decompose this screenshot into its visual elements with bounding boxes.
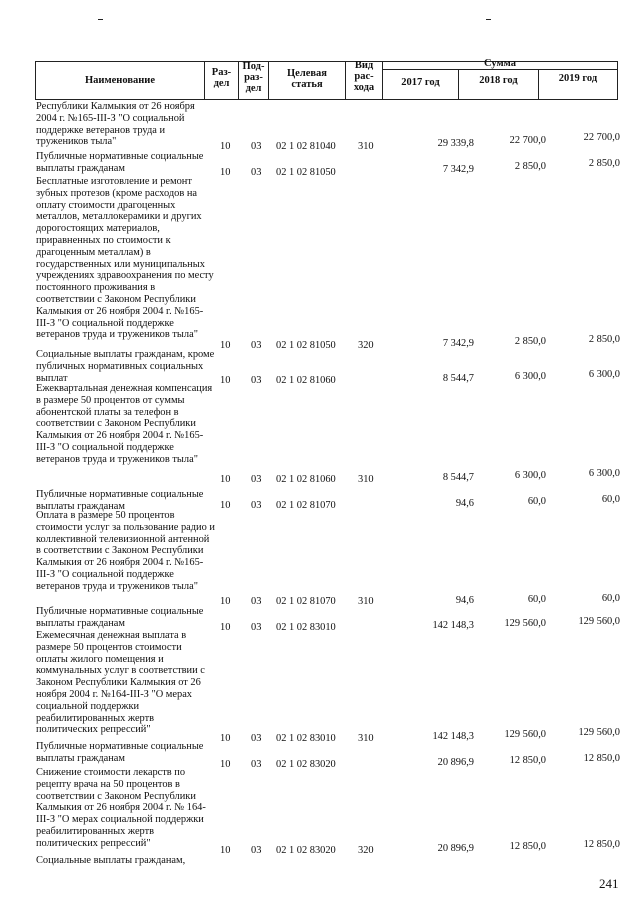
cell-amount-2019: 129 560,0 xyxy=(578,616,620,627)
cell-amount-2019: 22 700,0 xyxy=(583,132,620,143)
header-year-2018: 2018 год xyxy=(479,75,518,86)
cell-razdel: 10 xyxy=(220,340,231,351)
cell-name: Публичные нормативные социальные выплаты гражданам xyxy=(36,489,204,512)
cell-amount-2017: 8 544,7 xyxy=(442,472,474,483)
cell-target-article: 02 1 02 83020 xyxy=(276,759,336,770)
cell-target-article: 02 1 02 81060 xyxy=(276,474,336,485)
cell-podrazdel: 03 xyxy=(251,500,262,511)
cell-razdel: 10 xyxy=(220,596,231,607)
cell-podrazdel: 03 xyxy=(251,759,262,770)
table-header xyxy=(0,0,640,100)
cell-razdel: 10 xyxy=(220,845,231,856)
cell-amount-2017: 94,6 xyxy=(455,595,474,606)
cell-podrazdel: 03 xyxy=(251,733,262,744)
cell-amount-2019: 12 850,0 xyxy=(583,839,620,850)
cell-amount-2017: 29 339,8 xyxy=(437,138,474,149)
cell-amount-2018: 6 300,0 xyxy=(514,470,546,481)
cell-amount-2018: 129 560,0 xyxy=(504,729,546,740)
cell-amount-2019: 2 850,0 xyxy=(588,334,620,345)
cell-podrazdel: 03 xyxy=(251,375,262,386)
cell-amount-2017: 20 896,9 xyxy=(437,757,474,768)
cell-amount-2019: 12 850,0 xyxy=(583,753,620,764)
cell-amount-2018: 129 560,0 xyxy=(504,618,546,629)
cell-expense-type: 310 xyxy=(358,141,374,152)
cell-target-article: 02 1 02 81060 xyxy=(276,375,336,386)
header-name: Наименование xyxy=(85,75,155,86)
cell-razdel: 10 xyxy=(220,759,231,770)
cell-podrazdel: 03 xyxy=(251,167,262,178)
cell-amount-2019: 6 300,0 xyxy=(588,468,620,479)
cell-name: Публичные нормативные социальные выплаты гражданам xyxy=(36,606,204,629)
cell-expense-type: 310 xyxy=(358,596,374,607)
cell-name: Публичные нормативные социальные выплаты гражданам xyxy=(36,151,204,174)
page-number: 241 xyxy=(599,876,619,891)
cell-name: Ежемесячная денежная выплата в размере 50 процентов стоимости оплаты жилого помещения и коммунальных услуг в соответствии с Законом Республики Калмыкия от 26 ноября 2004 г. №164-III-З "О мерах социальной поддержки реабилитированных жертв политических репрессий" xyxy=(36,630,205,736)
cell-razdel: 10 xyxy=(220,474,231,485)
cell-podrazdel: 03 xyxy=(251,622,262,633)
cell-razdel: 10 xyxy=(220,500,231,511)
cell-podrazdel: 03 xyxy=(251,596,262,607)
cell-amount-2018: 22 700,0 xyxy=(509,135,546,146)
cell-amount-2018: 12 850,0 xyxy=(509,755,546,766)
cell-amount-2018: 12 850,0 xyxy=(509,841,546,852)
cell-amount-2017: 20 896,9 xyxy=(437,843,474,854)
cell-amount-2019: 2 850,0 xyxy=(588,158,620,169)
header-vid-line1: Вид xyxy=(354,60,374,71)
cell-razdel: 10 xyxy=(220,622,231,633)
cell-name: Ежеквартальная денежная компенсация в размере 50 процентов от суммы абонентской платы за телефон в соответствии с Законом Республики Калмыкия от 26 ноября 2004 г. №165-III-З "О социальной поддержке ветеранов труда и тружеников тыла" xyxy=(36,383,213,465)
cell-podrazdel: 03 xyxy=(251,845,262,856)
cell-target-article: 02 1 02 83010 xyxy=(276,733,336,744)
header-razdel-line2: дел xyxy=(213,78,230,89)
cell-target-article: 02 1 02 83020 xyxy=(276,845,336,856)
cell-target-article: 02 1 02 81050 xyxy=(276,167,336,178)
cell-name: Публичные нормативные социальные выплаты гражданам xyxy=(36,741,204,764)
cell-amount-2018: 60,0 xyxy=(527,496,546,507)
cell-target-article: 02 1 02 81050 xyxy=(276,340,336,351)
cell-amount-2018: 60,0 xyxy=(527,594,546,605)
cell-target-article: 02 1 02 81070 xyxy=(276,500,336,511)
header-tselevaya-line2: статья xyxy=(291,79,323,90)
header-podrazdel-line1: Под- xyxy=(242,61,265,72)
header-podrazdel-line2: раз- xyxy=(244,72,263,83)
cell-name: Республики Калмыкия от 26 ноября 2004 г. №165-III-З "О социальной поддержке ветеранов труда и тружеников тыла" xyxy=(36,101,195,148)
cell-razdel: 10 xyxy=(220,375,231,386)
cell-amount-2019: 6 300,0 xyxy=(588,369,620,380)
cell-name: Снижение стоимости лекарств по рецепту врача на 50 процентов в соответствии с Законом Республики Калмыкия от 26 ноября 2004 г. № 164-III-З "О мерах социальной поддержки реабилитированных жертв политических репрессий" xyxy=(36,767,206,849)
cell-target-article: 02 1 02 81070 xyxy=(276,596,336,607)
header-year-2017: 2017 год xyxy=(401,77,440,88)
cell-podrazdel: 03 xyxy=(251,141,262,152)
header-razdel-line1: Раз- xyxy=(211,67,232,78)
cell-razdel: 10 xyxy=(220,167,231,178)
cell-expense-type: 310 xyxy=(358,733,374,744)
header-podrazdel-line3: дел xyxy=(245,83,262,94)
cell-razdel: 10 xyxy=(220,733,231,744)
cell-name: Оплата в размере 50 процентов стоимости услуг за пользование радио и коллективной телевизионной антенной в соответствии с Законом Республики Калмыкия от 26 ноября 2004 г. №165-III-З "О социальной поддержке ветеранов труда и тружеников тыла" xyxy=(36,510,215,592)
cell-amount-2017: 8 544,7 xyxy=(442,373,474,384)
cell-amount-2018: 2 850,0 xyxy=(514,161,546,172)
cell-amount-2018: 6 300,0 xyxy=(514,371,546,382)
cell-amount-2017: 7 342,9 xyxy=(442,164,474,175)
cell-expense-type: 320 xyxy=(358,845,374,856)
cell-target-article: 02 1 02 83010 xyxy=(276,622,336,633)
cell-amount-2019: 60,0 xyxy=(601,494,620,505)
cell-podrazdel: 03 xyxy=(251,474,262,485)
cell-amount-2017: 142 148,3 xyxy=(432,731,474,742)
cell-amount-2018: 2 850,0 xyxy=(514,336,546,347)
header-tselevaya-line1: Целевая xyxy=(287,68,327,79)
cell-expense-type: 310 xyxy=(358,474,374,485)
cell-amount-2017: 94,6 xyxy=(455,498,474,509)
cell-amount-2017: 142 148,3 xyxy=(432,620,474,631)
cell-name: Бесплатные изготовление и ремонт зубных протезов (кроме расходов на оплату стоимости драгоценных металлов, металлокерамики и других дорогостоящих материалов, приравненных по стоимости к драгоценным металлам) в государственных или муниципальных учреждениях здравоохранения по месту постоянного проживания в соответствии с Законом Республики Калмыкия от 26 ноября 2004 г. №165-III-З "О социальной поддержке ветеранов труда и тружеников тыла" xyxy=(36,176,214,341)
header-year-2019: 2019 год xyxy=(558,73,598,84)
header-summa: Сумма xyxy=(484,58,516,69)
cell-podrazdel: 03 xyxy=(251,340,262,351)
cell-target-article: 02 1 02 81040 xyxy=(276,141,336,152)
cell-expense-type: 320 xyxy=(358,340,374,351)
header-vid-line2: рас- xyxy=(354,71,374,82)
cell-amount-2019: 60,0 xyxy=(601,593,620,604)
cell-amount-2019: 129 560,0 xyxy=(578,727,620,738)
cell-amount-2017: 7 342,9 xyxy=(442,338,474,349)
header-vid-line3: хода xyxy=(353,82,375,93)
cell-name: Социальные выплаты гражданам, кроме публичных нормативных социальных выплат xyxy=(36,349,215,384)
cell-name: Социальные выплаты гражданам, xyxy=(36,855,186,866)
cell-razdel: 10 xyxy=(220,141,231,152)
